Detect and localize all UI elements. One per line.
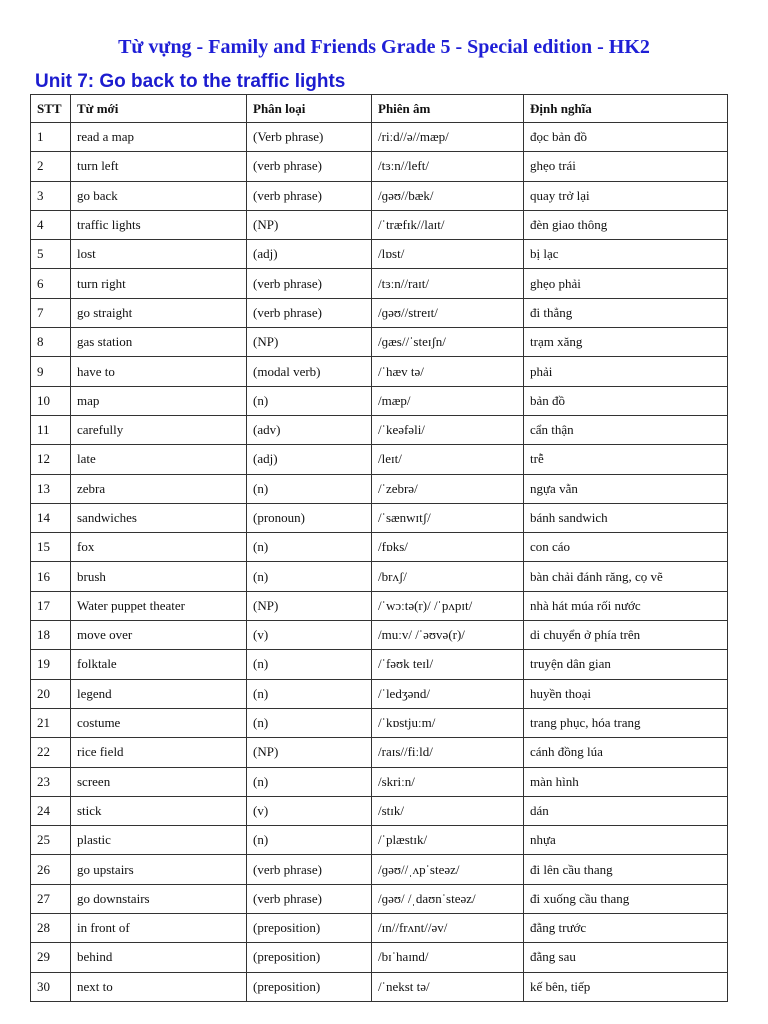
table-row [31,679,728,708]
cell-definition: bị lạc [524,240,728,269]
table-row [31,357,728,386]
cell-pronunciation: /tɜːn//raɪt/ [372,269,524,298]
cell-definition: đi lên cầu thang [524,855,728,884]
cell-word: map [71,386,247,415]
cell-pronunciation: /stɪk/ [372,796,524,825]
cell-pronunciation: /fɒks/ [372,533,524,562]
cell-word-type: (verb phrase) [247,152,372,181]
cell-pronunciation: /ˈplæstɪk/ [372,826,524,855]
cell-word-type: (Verb phrase) [247,123,372,152]
cell-word-type: (preposition) [247,943,372,972]
cell-definition: trễ [524,445,728,474]
cell-word-type: (preposition) [247,914,372,943]
cell-number: 7 [31,298,71,327]
cell-word-type: (v) [247,621,372,650]
cell-word: turn right [71,269,247,298]
cell-definition: bàn chải đánh răng, cọ vẽ [524,562,728,591]
cell-number: 2 [31,152,71,181]
cell-number: 26 [31,855,71,884]
cell-word-type: (n) [247,708,372,737]
cell-word-type: (n) [247,767,372,796]
cell-word-type: (n) [247,679,372,708]
table-row [31,650,728,679]
cell-word-type: (verb phrase) [247,269,372,298]
cell-definition: nhựa [524,826,728,855]
cell-number: 23 [31,767,71,796]
table-row [31,914,728,943]
cell-word-type: (adj) [247,445,372,474]
header-stt: STT [31,95,71,123]
header-row [31,95,728,123]
cell-definition: trạm xăng [524,328,728,357]
table-row [31,240,728,269]
cell-number: 19 [31,650,71,679]
cell-definition: ghẹo trái [524,152,728,181]
cell-word: move over [71,621,247,650]
cell-word: lost [71,240,247,269]
cell-pronunciation: /ɡəʊ//streɪt/ [372,298,524,327]
table-row [31,269,728,298]
table-row [31,738,728,767]
cell-number: 24 [31,796,71,825]
cell-number: 27 [31,884,71,913]
table-row [31,181,728,210]
cell-number: 9 [31,357,71,386]
cell-pronunciation: /ɡəʊ//ˌʌpˈsteəz/ [372,855,524,884]
cell-word: fox [71,533,247,562]
table-row [31,123,728,152]
cell-word: go downstairs [71,884,247,913]
cell-word: late [71,445,247,474]
table-body [31,123,728,1002]
cell-definition: ghẹo phải [524,269,728,298]
table-row [31,503,728,532]
cell-number: 10 [31,386,71,415]
cell-definition: đèn giao thông [524,210,728,239]
cell-pronunciation: /skriːn/ [372,767,524,796]
cell-word: next to [71,972,247,1001]
cell-definition: trang phục, hóa trang [524,708,728,737]
table-row [31,445,728,474]
cell-word-type: (verb phrase) [247,884,372,913]
cell-word-type: (v) [247,796,372,825]
cell-pronunciation: /ˈsænwɪtʃ/ [372,503,524,532]
cell-word: folktale [71,650,247,679]
cell-pronunciation: /ˈkɒstjuːm/ [372,708,524,737]
table-row [31,415,728,444]
cell-number: 21 [31,708,71,737]
table-row [31,591,728,620]
cell-word: costume [71,708,247,737]
cell-definition: phải [524,357,728,386]
cell-word: legend [71,679,247,708]
cell-number: 16 [31,562,71,591]
cell-pronunciation: /tɜːn//left/ [372,152,524,181]
cell-pronunciation: /ˈwɔːtə(r)/ /ˈpʌpɪt/ [372,591,524,620]
cell-word: behind [71,943,247,972]
cell-definition: huyền thoại [524,679,728,708]
cell-word-type: (verb phrase) [247,181,372,210]
cell-number: 22 [31,738,71,767]
cell-word-type: (adv) [247,415,372,444]
cell-pronunciation: /raɪs//fiːld/ [372,738,524,767]
cell-pronunciation: /muːv/ /ˈəʊvə(r)/ [372,621,524,650]
cell-word-type: (n) [247,386,372,415]
table-row [31,796,728,825]
table-row [31,298,728,327]
cell-pronunciation: /mæp/ [372,386,524,415]
cell-word: sandwiches [71,503,247,532]
table-row [31,972,728,1001]
cell-number: 30 [31,972,71,1001]
cell-definition: dán [524,796,728,825]
header-word-type: Phân loại [247,95,372,123]
cell-pronunciation: /bɪˈhaɪnd/ [372,943,524,972]
cell-pronunciation: /lɒst/ [372,240,524,269]
cell-number: 1 [31,123,71,152]
cell-word: carefully [71,415,247,444]
cell-word: have to [71,357,247,386]
cell-definition: quay trở lại [524,181,728,210]
cell-number: 20 [31,679,71,708]
cell-word-type: (NP) [247,328,372,357]
cell-pronunciation: /ˈhæv tə/ [372,357,524,386]
cell-word-type: (verb phrase) [247,298,372,327]
cell-number: 3 [31,181,71,210]
cell-pronunciation: /riːd//ə//mæp/ [372,123,524,152]
table-row [31,708,728,737]
cell-pronunciation: /ˈnekst tə/ [372,972,524,1001]
cell-pronunciation: /ɡəʊ//bæk/ [372,181,524,210]
cell-word-type: (modal verb) [247,357,372,386]
cell-word: stick [71,796,247,825]
cell-definition: ngựa vằn [524,474,728,503]
cell-word-type: (n) [247,826,372,855]
table-row [31,474,728,503]
cell-pronunciation: /leɪt/ [372,445,524,474]
cell-word: screen [71,767,247,796]
cell-number: 18 [31,621,71,650]
cell-number: 12 [31,445,71,474]
cell-word: gas station [71,328,247,357]
cell-word: plastic [71,826,247,855]
table-row [31,621,728,650]
table-row [31,943,728,972]
cell-number: 25 [31,826,71,855]
cell-pronunciation: /ɪn//frʌnt//əv/ [372,914,524,943]
table-row [31,884,728,913]
cell-number: 29 [31,943,71,972]
unit-title: Unit 7: Go back to the traffic lights [35,71,346,92]
cell-word: Water puppet theater [71,591,247,620]
cell-definition: cánh đồng lúa [524,738,728,767]
cell-word: rice field [71,738,247,767]
cell-number: 8 [31,328,71,357]
cell-definition: cẩn thận [524,415,728,444]
header-definition: Định nghĩa [524,95,728,123]
table-header [31,95,728,123]
table-row [31,562,728,591]
cell-word-type: (n) [247,474,372,503]
cell-word-type: (n) [247,562,372,591]
cell-word-type: (verb phrase) [247,855,372,884]
cell-word: read a map [71,123,247,152]
cell-word: go upstairs [71,855,247,884]
cell-definition: nhà hát múa rối nước [524,591,728,620]
cell-definition: con cáo [524,533,728,562]
cell-word: traffic lights [71,210,247,239]
vocabulary-table [30,94,728,1002]
table-row [31,855,728,884]
cell-definition: di chuyển ở phía trên [524,621,728,650]
cell-definition: đi thẳng [524,298,728,327]
cell-number: 5 [31,240,71,269]
cell-definition: truyện dân gian [524,650,728,679]
cell-number: 28 [31,914,71,943]
table-row [31,152,728,181]
cell-pronunciation: /ˈkeəfəli/ [372,415,524,444]
header-new-word: Từ mới [71,95,247,123]
cell-word-type: (pronoun) [247,503,372,532]
table-row [31,328,728,357]
cell-definition: đằng trước [524,914,728,943]
cell-definition: bánh sandwich [524,503,728,532]
cell-number: 6 [31,269,71,298]
cell-number: 13 [31,474,71,503]
cell-pronunciation: /ˈzebrə/ [372,474,524,503]
cell-definition: kế bên, tiếp [524,972,728,1001]
table-row [31,826,728,855]
cell-pronunciation: /ɡæs//ˈsteɪʃn/ [372,328,524,357]
cell-definition: đằng sau [524,943,728,972]
cell-definition: đi xuống cầu thang [524,884,728,913]
table-row [31,210,728,239]
cell-word: brush [71,562,247,591]
cell-pronunciation: /brʌʃ/ [372,562,524,591]
cell-word-type: (adj) [247,240,372,269]
cell-word-type: (NP) [247,591,372,620]
cell-definition: màn hình [524,767,728,796]
cell-word-type: (n) [247,650,372,679]
table-row [31,767,728,796]
cell-word-type: (preposition) [247,972,372,1001]
cell-word-type: (NP) [247,738,372,767]
cell-word: in front of [71,914,247,943]
cell-pronunciation: /ˈfəʊk teɪl/ [372,650,524,679]
cell-word: zebra [71,474,247,503]
cell-word-type: (n) [247,533,372,562]
cell-number: 15 [31,533,71,562]
cell-number: 11 [31,415,71,444]
cell-word: go straight [71,298,247,327]
cell-definition: bản đồ [524,386,728,415]
cell-number: 4 [31,210,71,239]
cell-number: 17 [31,591,71,620]
cell-word-type: (NP) [247,210,372,239]
document-title: Từ vựng - Family and Friends Grade 5 - Special edition - HK2 [118,36,650,58]
cell-word: go back [71,181,247,210]
cell-pronunciation: /ˈtræfɪk//laɪt/ [372,210,524,239]
cell-pronunciation: /ɡəʊ/ /ˌdaʊnˈsteəz/ [372,884,524,913]
cell-word: turn left [71,152,247,181]
table-row [31,386,728,415]
cell-number: 14 [31,503,71,532]
header-pronunciation: Phiên âm [372,95,524,123]
cell-pronunciation: /ˈledʒənd/ [372,679,524,708]
table-row [31,533,728,562]
cell-definition: đọc bản đồ [524,123,728,152]
